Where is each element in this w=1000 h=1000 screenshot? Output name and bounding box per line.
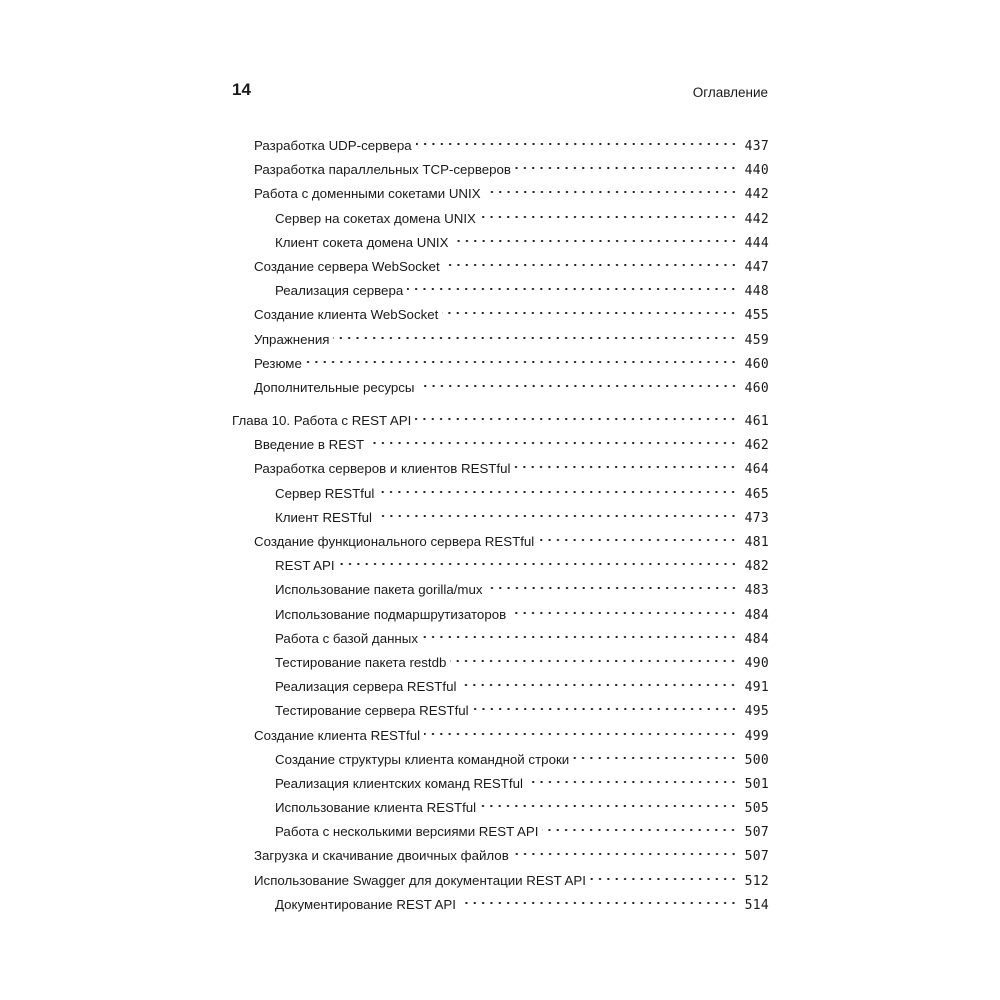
toc-entry: [232, 459, 769, 483]
toc-entry-page: 461: [744, 414, 769, 430]
toc-entry: [232, 136, 769, 160]
toc-entry-page: 460: [744, 380, 769, 396]
toc-entry-page: 440: [744, 163, 769, 179]
toc-entry: [232, 846, 769, 870]
toc-entry-page: 442: [744, 211, 769, 227]
toc-entry: [232, 677, 769, 701]
toc-dot-leader: [460, 678, 737, 692]
toc-entry-title: Реализация сервера RESTful: [275, 679, 457, 695]
toc-entry: [232, 257, 769, 281]
toc-dot-leader: [573, 751, 737, 765]
toc-entry-page: 512: [744, 873, 769, 889]
toc-entry-title: Работа с несколькими версиями REST API: [275, 824, 539, 840]
toc-dot-leader: [415, 412, 737, 426]
toc-entry: [232, 184, 769, 208]
toc-dot-leader: [514, 460, 737, 474]
toc-entry-title: Дополнительные ресурсы: [254, 379, 415, 395]
toc-dot-leader: [442, 306, 737, 320]
toc-entry: [232, 653, 769, 677]
toc-entry-title: Сервер на сокетах домена UNIX: [275, 210, 476, 226]
toc-entry-title: Тестирование пакета restdb: [275, 654, 447, 670]
toc-dot-leader: [538, 533, 737, 547]
toc-entry-title: REST API: [275, 558, 335, 574]
toc-entry: [232, 233, 769, 257]
toc-dot-leader: [407, 282, 737, 296]
toc-dot-leader: [444, 258, 738, 272]
toc-entry-page: 481: [744, 535, 769, 550]
toc-dot-leader: [419, 379, 738, 393]
toc-dot-leader: [376, 509, 738, 523]
toc-dot-leader: [480, 210, 738, 224]
toc-entry: [232, 798, 769, 822]
toc-entry-title: Создание сервера WebSocket: [254, 258, 440, 274]
toc-entry-title: Использование пакета gorilla/mux: [275, 582, 483, 598]
toc-entry-title: Тестирование сервера RESTful: [275, 703, 469, 719]
toc-entry-page: 455: [744, 308, 769, 324]
toc-dot-leader: [542, 823, 737, 837]
toc-entry-title: Упражнения: [254, 331, 330, 347]
toc-entry: [232, 871, 769, 895]
toc-entry-title: Использование подмаршрутизаторов: [275, 606, 507, 622]
toc-entry: [232, 484, 769, 508]
toc-entry-page: 500: [744, 752, 769, 768]
toc-dot-leader: [453, 234, 738, 248]
toc-dot-leader: [378, 485, 737, 499]
toc-dot-leader: [306, 355, 738, 369]
toc-entry-title: Работа с базой данных: [275, 630, 418, 646]
toc-entry-page: 490: [744, 655, 769, 671]
toc-entry: [232, 209, 769, 233]
toc-entry-title: Документирование REST API: [275, 896, 456, 912]
toc-entry: [232, 556, 769, 580]
toc-entry-page: 505: [744, 801, 769, 817]
toc-entry-title: Работа с доменными сокетами UNIX: [254, 186, 481, 202]
page-number: 14: [232, 80, 251, 99]
toc-entry: [232, 330, 769, 354]
toc-entry-title: Сервер RESTful: [275, 485, 375, 501]
toc-entry-title: Резюме: [254, 355, 302, 371]
toc-entry-title: Создание клиента RESTful: [254, 727, 421, 743]
toc-entry: [232, 774, 769, 798]
table-of-contents: [232, 136, 769, 919]
toc-entry-page: 514: [744, 897, 769, 913]
toc-entry: [232, 822, 769, 846]
toc-entry: [232, 281, 769, 305]
toc-entry-page: 507: [744, 849, 769, 865]
toc-entry-title: Загрузка и скачивание двоичных файлов: [254, 848, 509, 864]
toc-entry-title: Клиент RESTful: [275, 509, 372, 525]
toc-entry-page: 483: [744, 583, 769, 599]
toc-dot-leader: [368, 436, 737, 450]
toc-dot-leader: [460, 896, 738, 910]
toc-entry: [232, 305, 769, 329]
toc-dot-leader: [339, 557, 738, 571]
toc-dot-leader: [333, 331, 737, 345]
toc-dot-leader: [416, 137, 738, 151]
toc-dot-leader: [450, 654, 737, 668]
toc-dot-leader: [590, 872, 738, 886]
toc-dot-leader: [480, 799, 737, 813]
toc-entry: [232, 435, 769, 459]
toc-entry-page: 437: [744, 139, 769, 154]
toc-entry: [232, 629, 769, 653]
toc-entry-page: 491: [744, 680, 769, 696]
toc-entry: [232, 354, 769, 378]
toc-entry-page: 444: [744, 235, 769, 251]
toc-entry-page: 495: [744, 704, 769, 720]
running-head: Оглавление: [692, 85, 768, 100]
toc-entry: [232, 378, 769, 402]
toc-entry-title: Разработка серверов и клиентов RESTful: [254, 461, 511, 477]
toc-entry: [232, 605, 769, 629]
toc-entry-title: Использование клиента RESTful: [275, 800, 477, 816]
toc-entry-title: Введение в REST: [254, 437, 365, 453]
toc-entry-title: Реализация сервера: [275, 283, 404, 299]
toc-dot-leader: [487, 581, 738, 595]
toc-entry-page: 448: [744, 284, 769, 300]
toc-entry-title: Использование Swagger для документации REST API: [254, 872, 586, 888]
toc-entry-title: Разработка параллельных TCP-серверов: [254, 162, 511, 178]
toc-entry-page: 501: [744, 776, 769, 792]
toc-entry-page: 464: [744, 462, 769, 478]
toc-entry-page: 484: [744, 631, 769, 647]
toc-entry-page: 482: [744, 559, 769, 575]
toc-dot-leader: [513, 847, 738, 861]
toc-entry-page: 462: [744, 438, 769, 454]
toc-entry: [232, 750, 769, 774]
toc-entry-page: 465: [744, 486, 769, 502]
toc-entry: [232, 726, 769, 750]
toc-dot-leader: [473, 702, 738, 716]
toc-entry-page: 499: [744, 728, 769, 744]
toc-entry-page: 507: [744, 825, 769, 841]
toc-entry: [232, 580, 769, 604]
toc-entry-title: Создание функционального сервера RESTful: [254, 534, 535, 549]
toc-entry: [232, 532, 769, 556]
toc-entry-page: 484: [744, 607, 769, 623]
toc-dot-leader: [510, 606, 737, 620]
toc-entry-title: Клиент сокета домена UNIX: [275, 234, 449, 250]
toc-entry: [232, 508, 769, 532]
toc-entry: [232, 160, 769, 184]
toc-entry-title: Глава 10. Работа с REST API: [232, 413, 412, 429]
toc-entry-title: Реализация клиентских команд RESTful: [275, 775, 523, 791]
toc-entry-title: Создание клиента WebSocket: [254, 307, 439, 323]
toc-entry-title: Создание структуры клиента командной строки: [275, 751, 570, 767]
toc-entry: [232, 895, 769, 919]
toc-dot-leader: [485, 185, 738, 199]
toc-dot-leader: [424, 727, 738, 741]
toc-entry-page: 460: [744, 356, 769, 372]
toc-entry-page: 442: [744, 187, 769, 203]
toc-dot-leader: [422, 630, 738, 644]
toc-dot-leader: [527, 775, 738, 789]
toc-entry-title: Разработка UDP-сервера: [254, 138, 412, 153]
toc-dot-leader: [515, 161, 738, 175]
toc-entry-page: 447: [744, 259, 769, 275]
toc-chapter-entry: [232, 411, 769, 435]
toc-entry-page: 459: [744, 332, 769, 348]
toc-entry-page: 473: [744, 510, 769, 526]
toc-entry: [232, 701, 769, 725]
